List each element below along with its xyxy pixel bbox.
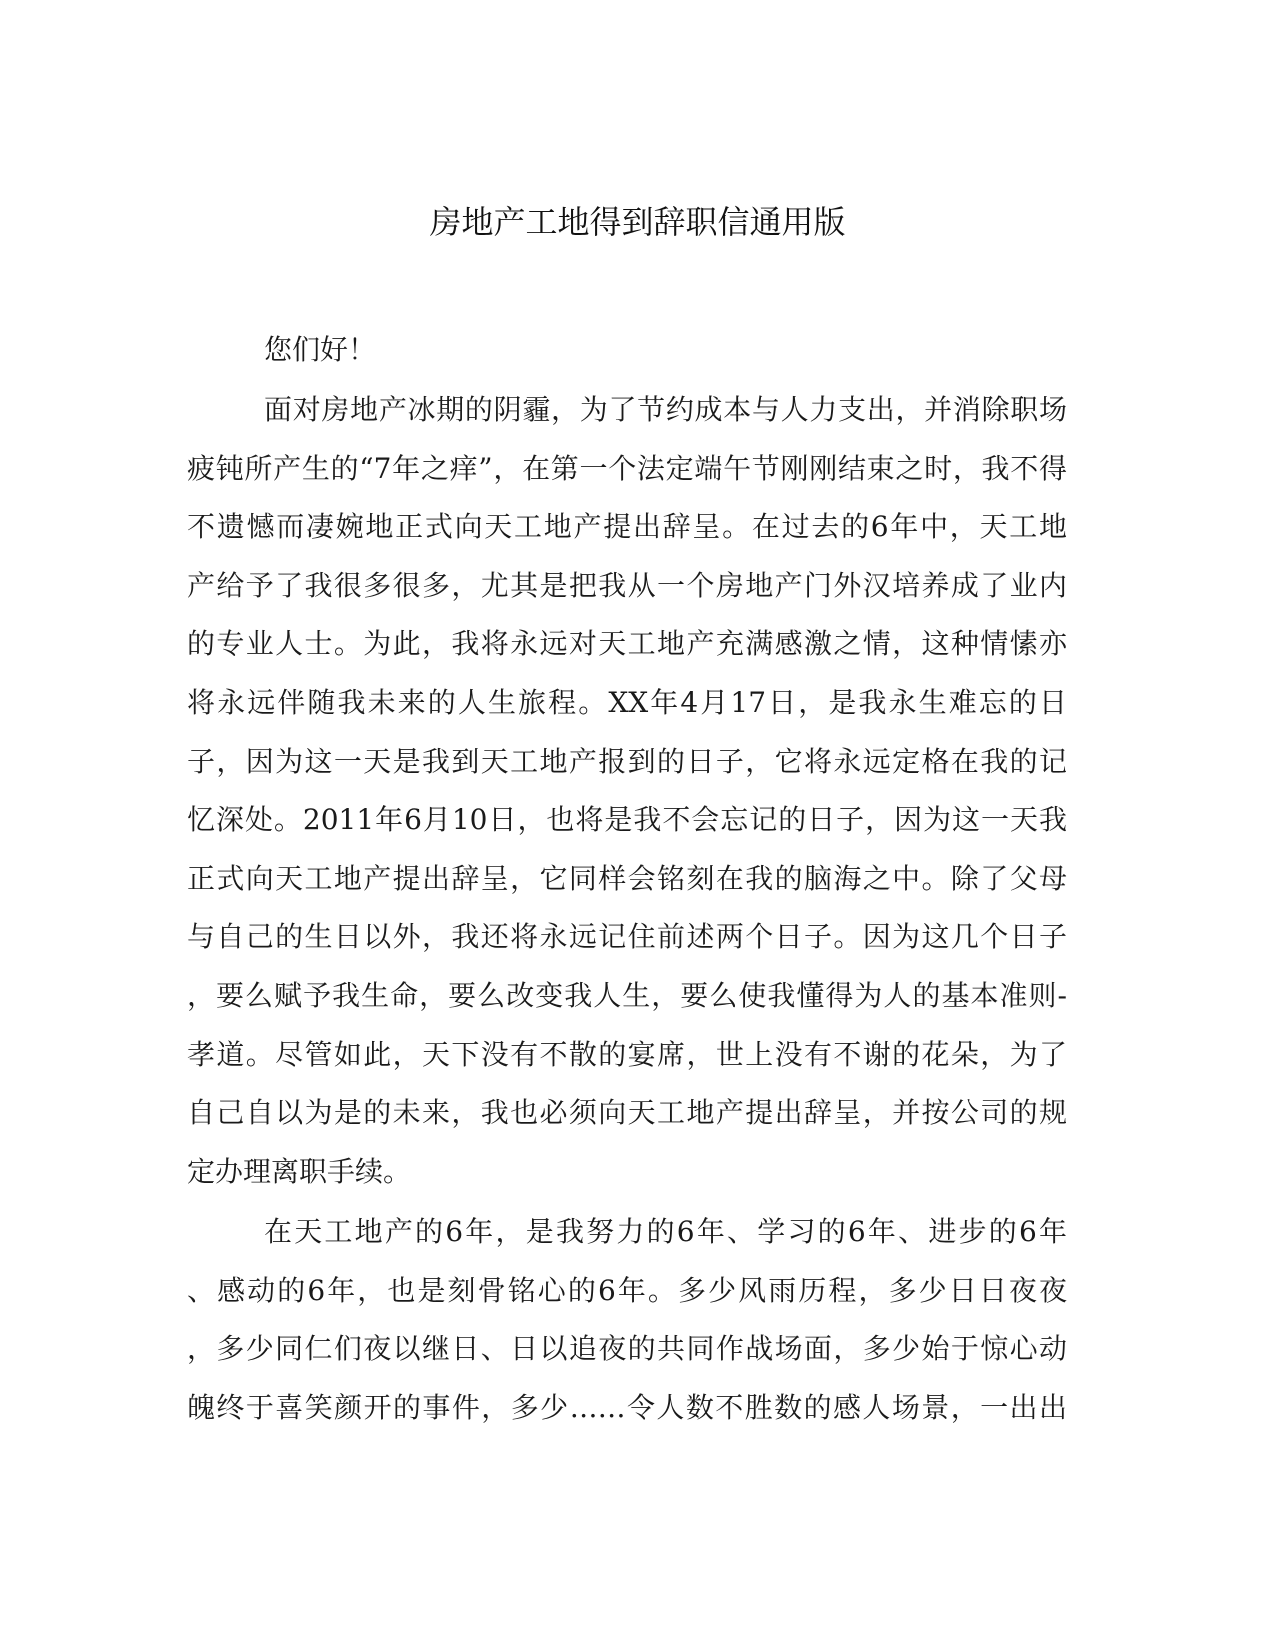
greeting: 您们好！ xyxy=(264,333,377,366)
paragraph-line: 在天工地产的6年，是我努力的6年、学习的6年、进步的6年 xyxy=(264,1215,1067,1248)
paragraph-line: 正式向天工地产提出辞呈，它同样会铭刻在我的脑海之中。除了父母 xyxy=(187,862,1067,895)
document-title: 房地产工地得到辞职信通用版 xyxy=(429,203,846,241)
paragraph-line: 的专业人士。为此，我将永远对天工地产充满感激之情，这种情愫亦 xyxy=(187,627,1067,660)
paragraph-line: 孝道。尽管如此，天下没有不散的宴席，世上没有不谢的花朵，为了 xyxy=(187,1038,1067,1071)
paragraph-line: 与自己的生日以外，我还将永远记住前述两个日子。因为这几个日子 xyxy=(187,920,1067,953)
paragraph-line: 子，因为这一天是我到天工地产报到的日子，它将永远定格在我的记 xyxy=(187,745,1067,778)
paragraph-line: ，多少同仁们夜以继日、日以追夜的共同作战场面，多少始于惊心动 xyxy=(187,1332,1067,1365)
paragraph-line: 不遗憾而凄婉地正式向天工地产提出辞呈。在过去的6年中，天工地 xyxy=(187,510,1067,543)
paragraph-line: 面对房地产冰期的阴霾，为了节约成本与人力支出，并消除职场 xyxy=(264,393,1067,426)
paragraph-line: ，要么赋予我生命，要么改变我人生，要么使我懂得为人的基本准则- xyxy=(187,979,1067,1012)
paragraph-line: 自己自以为是的未来，我也必须向天工地产提出辞呈，并按公司的规 xyxy=(187,1096,1067,1129)
paragraph-line: 定办理离职手续。 xyxy=(187,1155,412,1188)
paragraph-line: 魄终于喜笑颜开的事件，多少……令人数不胜数的感人场景，一出出 xyxy=(187,1391,1067,1424)
paragraph-line: 产给予了我很多很多，尤其是把我从一个房地产门外汉培养成了业内 xyxy=(187,569,1067,602)
paragraph-line: 、感动的6年，也是刻骨铭心的6年。多少风雨历程，多少日日夜夜 xyxy=(187,1274,1067,1307)
paragraph-line: 将永远伴随我未来的人生旅程。XX年4月17日，是我永生难忘的日 xyxy=(187,686,1067,719)
paragraph-line: 疲钝所产生的“7年之痒”，在第一个法定端午节刚刚结束之时，我不得 xyxy=(187,452,1067,485)
paragraph-line: 忆深处。2011年6月10日，也将是我不会忘记的日子，因为这一天我 xyxy=(187,803,1067,836)
